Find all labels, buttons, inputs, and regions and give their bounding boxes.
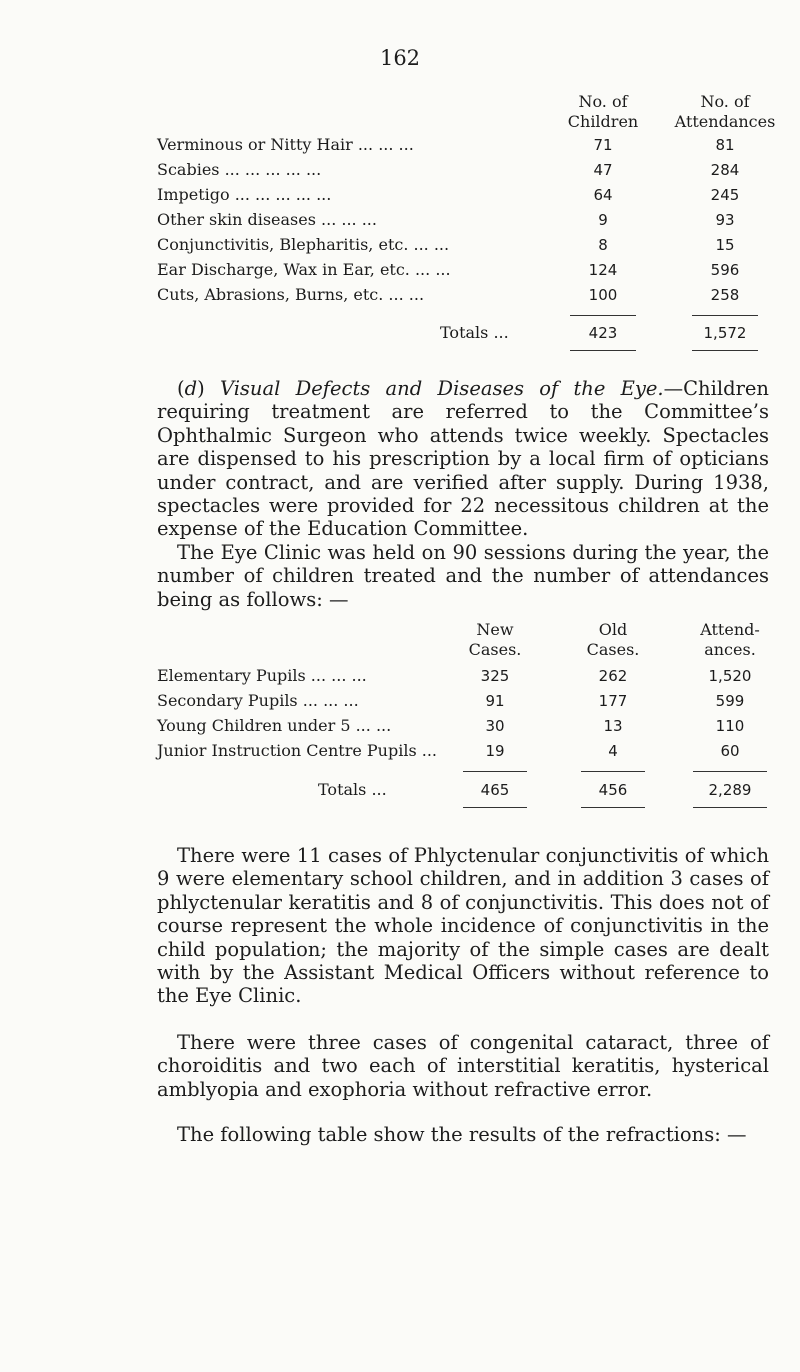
table-cell-attendances: 284 <box>710 161 740 179</box>
total-attendances: 1,572 <box>703 324 747 342</box>
table-row-label: Impetigo ... ... ... ... ... <box>157 185 332 204</box>
table-row-label: Conjunctivitis, Blepharitis, etc. ... ... <box>157 235 450 254</box>
table-cell-old: 13 <box>603 717 623 735</box>
total-new: 465 <box>480 781 510 799</box>
table-cell-children: 47 <box>593 161 613 179</box>
table-cell-attendances: 245 <box>710 186 740 204</box>
page-number: 162 <box>379 46 421 70</box>
table-row-label: Young Children under 5 ... ... <box>157 716 392 735</box>
table-row-label: Verminous or Nitty Hair ... ... ... <box>157 135 414 154</box>
paragraph-cataract: There were three cases of congenital cataract, three of choroiditis and two each of interstitial keratitis, hysterical amblyopia and exophoria without refractive error. <box>157 1031 769 1101</box>
rule-above-total <box>693 771 767 772</box>
table-cell-attendances: 60 <box>720 742 740 760</box>
rule-above-total <box>570 315 636 316</box>
table-cell-new: 19 <box>485 742 505 760</box>
section-letter: d <box>184 377 198 400</box>
rule-below-total <box>581 807 645 808</box>
table-cell-children: 8 <box>598 236 608 254</box>
total-old: 456 <box>598 781 628 799</box>
section-heading: Visual Defects and Diseases of the Eye. <box>219 377 664 400</box>
table-row-label: Other skin diseases ... ... ... <box>157 210 377 229</box>
table-cell-attendances: 93 <box>715 211 735 229</box>
table-row-label: Scabies ... ... ... ... ... <box>157 160 322 179</box>
table-cell-attendances: 1,520 <box>708 667 752 685</box>
table-cell-new: 30 <box>485 717 505 735</box>
header-new-cases: New Cases. <box>468 620 522 659</box>
header-children: No. of Children <box>567 92 639 131</box>
table-cell-attendances: 258 <box>710 286 740 304</box>
table-cell-children: 124 <box>588 261 618 279</box>
table-cell-attendances: 599 <box>715 692 745 710</box>
rule-below-total <box>692 350 758 351</box>
table-cell-attendances: 81 <box>715 136 735 154</box>
table-cell-children: 100 <box>588 286 618 304</box>
table-cell-new: 91 <box>485 692 505 710</box>
rule-above-total <box>692 315 758 316</box>
rule-below-total <box>570 350 636 351</box>
table-cell-old: 177 <box>598 692 628 710</box>
total-children: 423 <box>588 324 618 342</box>
table-row-label: Junior Instruction Centre Pupils ... <box>157 741 438 760</box>
paragraph-visual-defects <box>157 377 769 541</box>
header-old-cases: Old Cases. <box>586 620 640 659</box>
table-cell-attendances: 596 <box>710 261 740 279</box>
table-cell-old: 4 <box>608 742 618 760</box>
totals-label: Totals ... <box>440 323 509 342</box>
header-attendances: No. of Attendances <box>674 92 776 131</box>
paragraph-body: —Children requiring treatment are referred to the Committee’s Ophthalmic Surgeon who attends twice weekly. Spectacles are dispensed to his prescription by a local firm of opticians under contract, and are verified after supply. During 1938, spectacles were provided for 22 necessitous children at the expense of the Education Committee. <box>157 377 769 541</box>
table-cell-attendances: 110 <box>715 717 745 735</box>
paragraph-refractions: The following table show the results of the refractions: — <box>177 1123 747 1146</box>
total-attendances: 2,289 <box>708 781 752 799</box>
rule-below-total <box>693 807 767 808</box>
table-row-label: Ear Discharge, Wax in Ear, etc. ... ... <box>157 260 451 279</box>
header-attendances: Attend- ances. <box>700 620 760 659</box>
table-cell-new: 325 <box>480 667 510 685</box>
table-cell-children: 71 <box>593 136 613 154</box>
table-cell-children: 9 <box>598 211 608 229</box>
table-row-label: Secondary Pupils ... ... ... <box>157 691 359 710</box>
table-row-label: Elementary Pupils ... ... ... <box>157 666 367 685</box>
paragraph-phlyctenular: There were 11 cases of Phlyctenular conjunctivitis of which 9 were elementary school children, and in addition 3 cases of phlyctenular keratitis and 8 of conjunctivitis. This does not of course represent the whole incidence of conjunctivitis in the child population; the majority of the simple cases are dealt with by the Assistant Medical Officers without reference to the Eye Clinic. <box>157 844 769 1008</box>
para-open-paren: ( <box>177 377 185 400</box>
paragraph-eye-clinic: The Eye Clinic was held on 90 sessions during the year, the number of children treated and the number of attendances being as follows: — <box>157 541 769 611</box>
rule-below-total <box>463 807 527 808</box>
table-cell-old: 262 <box>598 667 628 685</box>
totals-label: Totals ... <box>318 780 387 799</box>
para-close-paren: ) <box>197 377 220 400</box>
table-row-label: Cuts, Abrasions, Burns, etc. ... ... <box>157 285 425 304</box>
rule-above-total <box>463 771 527 772</box>
table-cell-attendances: 15 <box>715 236 735 254</box>
table-cell-children: 64 <box>593 186 613 204</box>
rule-above-total <box>581 771 645 772</box>
